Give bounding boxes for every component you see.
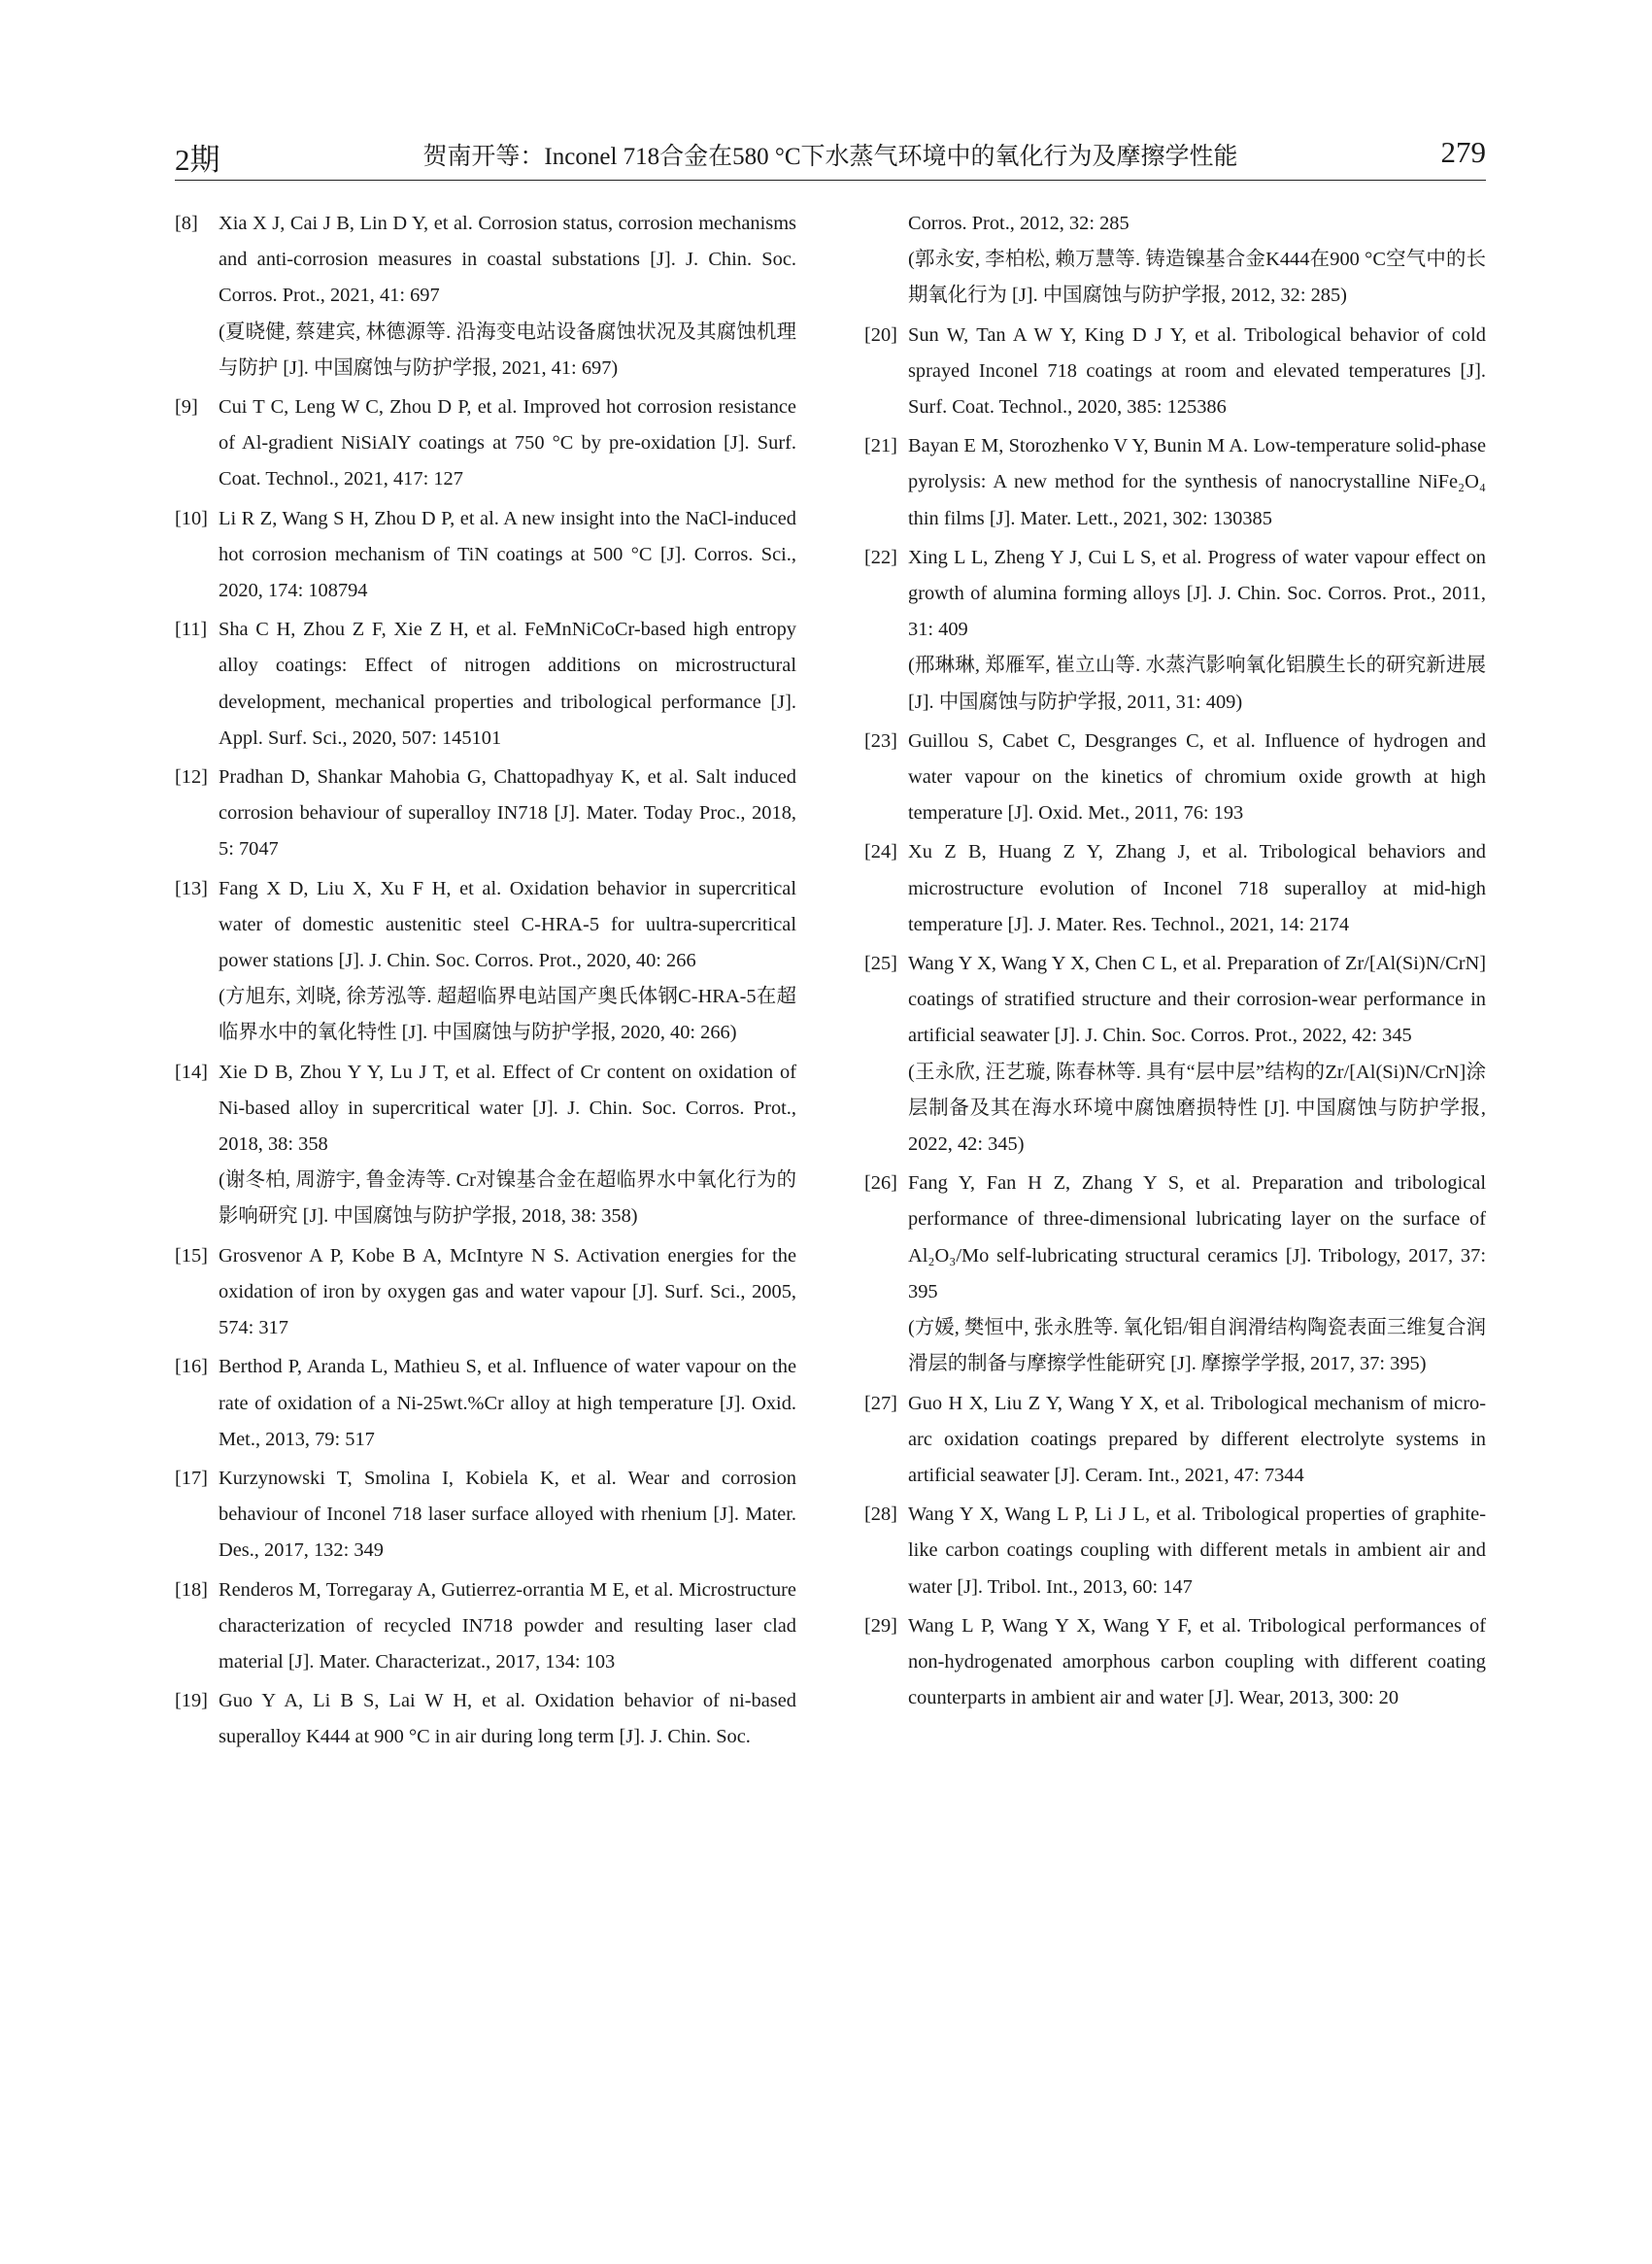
reference-item	[864, 1166, 1486, 1382]
reference-text: Xia X J, Cai J B, Lin D Y, et al. Corrosion status, corrosion mechanisms and anti-corrosion measures in coastal substations [J]. J. Chin. Soc. Corros. Prot., 2021, 41: 697	[219, 213, 796, 307]
reference-chinese-text: (郭永安, 李柏松, 赖万慧等. 铸造镍基合金K444在900 °C空气中的长期氧化行为 [J]. 中国腐蚀与防护学报, 2012, 32: 285)	[908, 249, 1486, 307]
reference-number: [19]	[175, 1690, 208, 1712]
reference-text: Xing L L, Zheng Y J, Cui L S, et al. Progress of water vapour effect on growth of alumina forming alloys [J]. J. Chin. Soc. Corros. Prot., 2011, 31: 409	[908, 546, 1486, 641]
reference-item	[864, 834, 1486, 943]
reference-number: [15]	[175, 1244, 208, 1267]
reference-item	[864, 540, 1486, 721]
reference-number: [10]	[175, 507, 208, 529]
reference-text: Bayan E M, Storozhenko V Y, Bunin M A. Low-temperature solid-phase pyrolysis: A new method for the synthesis of nanocrystalline NiFe₂O₄ thin films [J]. Mater. Lett., 2021, 302: 130385	[908, 435, 1486, 529]
reference-item	[175, 1349, 796, 1458]
reference-number: [8]	[175, 213, 198, 234]
reference-item	[864, 724, 1486, 832]
reference-chinese-text: (夏晓健, 蔡建宾, 林德源等. 沿海变电站设备腐蚀状况及其腐蚀机理与防护 [J]. 中国腐蚀与防护学报, 2021, 41: 697)	[219, 321, 796, 379]
reference-text: Sha C H, Zhou Z F, Xie Z H, et al. FeMnNiCoCr-based high entropy alloy coatings: Effect of nitrogen additions on microstructural development, mechanical properties and tribological performance [J]. Appl. Surf. Sci., 2020, 507: 145101	[219, 619, 796, 749]
reference-item	[175, 389, 796, 498]
reference-item	[864, 1386, 1486, 1495]
reference-text: Li R Z, Wang S H, Zhou D P, et al. A new insight into the NaCl-induced hot corrosion mechanism of TiN coatings at 500 °C [J]. Corros. Sci., 2020, 174: 108794	[219, 507, 796, 602]
reference-item	[175, 1461, 796, 1570]
reference-chinese-text: (谢冬柏, 周游宇, 鲁金涛等. Cr对镍基合金在超临界水中氧化行为的影响研究 [J]. 中国腐蚀与防护学报, 2018, 38: 358)	[219, 1169, 796, 1228]
reference-text: Sun W, Tan A W Y, King D J Y, et al. Tribological behavior of cold sprayed Inconel 718 coatings at room and elevated temperatures [J]. Surf. Coat. Technol., 2020, 385: 125386	[908, 323, 1486, 419]
reference-text: Guillou S, Cabet C, Desgranges C, et al. Influence of hydrogen and water vapour on the kinetics of chromium oxide growth at high temperature [J]. Oxid. Met., 2011, 76: 193	[908, 729, 1486, 825]
reference-chinese-text: (方媛, 樊恒中, 张永胜等. 氧化铝/钼自润滑结构陶瓷表面三维复合润滑层的制备与摩擦学性能研究 [J]. 摩擦学学报, 2017, 37: 395)	[908, 1317, 1486, 1375]
reference-number: [16]	[175, 1356, 208, 1378]
reference-item	[864, 206, 1486, 315]
reference-number: [24]	[864, 841, 897, 863]
reference-item	[175, 501, 796, 610]
reference-number: [17]	[175, 1467, 208, 1489]
reference-number: [13]	[175, 877, 208, 899]
page-number: 279	[1440, 135, 1486, 169]
reference-text: Xie D B, Zhou Y Y, Lu J T, et al. Effect of Cr content on oxidation of Ni-based alloy in supercritical water [J]. J. Chin. Soc. Corros. Prot., 2018, 38: 358	[219, 1061, 796, 1156]
reference-number: [23]	[864, 729, 897, 752]
reference-item	[864, 318, 1486, 426]
reference-text: Xu Z B, Huang Z Y, Zhang J, et al. Tribological behaviors and microstructure evolution of Inconel 718 superalloy at mid-high temperature [J]. J. Mater. Res. Technol., 2021, 14: 2174	[908, 841, 1486, 935]
reference-number: [28]	[864, 1504, 897, 1526]
reference-item	[175, 871, 796, 1052]
reference-text: Cui T C, Leng W C, Zhou D P, et al. Improved hot corrosion resistance of Al-gradient NiSiAlY coatings at 750 °C by pre-oxidation [J]. Surf. Coat. Technol., 2021, 417: 127	[219, 396, 796, 490]
reference-number: [29]	[864, 1614, 897, 1637]
running-header	[175, 131, 1486, 181]
reference-item	[175, 1055, 796, 1235]
reference-number: [26]	[864, 1172, 897, 1195]
reference-item	[864, 946, 1486, 1163]
reference-text: Wang Y X, Wang L P, Li J L, et al. Tribological properties of graphite-like carbon coatings coupling with different metals in ambient air and water [J]. Tribol. Int., 2013, 60: 147	[908, 1504, 1486, 1598]
reference-item	[175, 612, 796, 757]
reference-item	[175, 1238, 796, 1347]
reference-text: Kurzynowski T, Smolina I, Kobiela K, et al. Wear and corrosion behaviour of Inconel 718 laser surface alloyed with rhenium [J]. Mater. Des., 2017, 132: 349	[219, 1467, 796, 1562]
reference-chinese-text: (邢琳琳, 郑雁军, 崔立山等. 水蒸汽影响氧化铝膜生长的研究新进展 [J]. 中国腐蚀与防护学报, 2011, 31: 409)	[908, 655, 1486, 713]
reference-chinese-text: (王永欣, 汪艺璇, 陈春林等. 具有“层中层”结构的Zr/[Al(Si)N/CrN]涂层制备及其在海水环境中腐蚀磨损特性 [J]. 中国腐蚀与防护学报, 2022, 42: 345)	[908, 1061, 1486, 1156]
reference-number: [12]	[175, 766, 208, 789]
reference-item	[175, 760, 796, 868]
reference-item	[864, 1608, 1486, 1717]
issue-number: 2期	[175, 143, 220, 177]
reference-text: Berthod P, Aranda L, Mathieu S, et al. Influence of water vapour on the rate of oxidation of a Ni-25wt.%Cr alloy at high temperature [J]. Oxid. Met., 2013, 79: 517	[219, 1356, 796, 1450]
reference-number: [22]	[864, 546, 897, 568]
right-column	[864, 206, 1486, 1719]
reference-text: Fang Y, Fan H Z, Zhang Y S, et al. Preparation and tribological performance of three-dimensional lubricating layer on the surface of Al₂O₃/Mo self-lubricating structural ceramics [J]. Tribology, 2017, 37: 395	[908, 1172, 1486, 1302]
reference-number: [14]	[175, 1061, 208, 1083]
reference-chinese-text: (方旭东, 刘晓, 徐芳泓等. 超超临界电站国产奥氏体钢C-HRA-5在超临界水中的氧化特性 [J]. 中国腐蚀与防护学报, 2020, 40: 266)	[219, 986, 796, 1044]
reference-number: [25]	[864, 953, 897, 975]
reference-text: Guo H X, Liu Z Y, Wang Y X, et al. Tribological mechanism of micro-arc oxidation coatings prepared by different electrolyte systems in artificial seawater [J]. Ceram. Int., 2021, 47: 7344	[908, 1392, 1486, 1486]
reference-text: Pradhan D, Shankar Mahobia G, Chattopadhyay K, et al. Salt induced corrosion behaviour of superalloy IN718 [J]. Mater. Today Proc., 2018, 5: 7047	[219, 766, 796, 861]
reference-number: [18]	[175, 1578, 208, 1601]
reference-text: Guo Y A, Li B S, Lai W H, et al. Oxidation behavior of ni-based superalloy K444 at 900 °C in air during long term [J]. J. Chin. Soc.	[219, 1690, 796, 1748]
running-title: 贺南开等：Inconel 718合金在580 °C下水蒸气环境中的氧化行为及摩擦学性能	[422, 144, 1238, 170]
reference-number: [21]	[864, 435, 897, 457]
reference-item	[864, 1497, 1486, 1605]
reference-text: Wang L P, Wang Y X, Wang Y F, et al. Tribological performances of non-hydrogenated amorphous carbon coupling with different coating counterparts in ambient air and water [J]. Wear, 2013, 300: 20	[908, 1614, 1486, 1709]
reference-item	[175, 1683, 796, 1755]
reference-number: [27]	[864, 1392, 897, 1414]
reference-text: Renderos M, Torregaray A, Gutierrez-orrantia M E, et al. Microstructure characterization of recycled IN718 powder and resulting laser clad material [J]. Mater. Characterizat., 2017, 134: 103	[219, 1578, 796, 1673]
reference-number: [20]	[864, 323, 897, 346]
reference-text: Wang Y X, Wang Y X, Chen C L, et al. Preparation of Zr/[Al(Si)N/CrN] coatings of stratified structure and their corrosion-wear performance in artificial seawater [J]. J. Chin. Soc. Corros. Prot., 2022, 42: 345	[908, 953, 1486, 1047]
reference-text: Corros. Prot., 2012, 32: 285	[908, 213, 1129, 234]
reference-item	[175, 1572, 796, 1681]
reference-text: Fang X D, Liu X, Xu F H, et al. Oxidation behavior in supercritical water of domestic austenitic steel C-HRA-5 for uultra-supercritical power stations [J]. J. Chin. Soc. Corros. Prot., 2020, 40: 266	[219, 877, 796, 972]
reference-number: [11]	[175, 619, 208, 641]
left-column	[175, 206, 796, 1759]
reference-number: [9]	[175, 396, 198, 419]
reference-text: Grosvenor A P, Kobe B A, McIntyre N S. Activation energies for the oxidation of iron by oxygen gas and water vapour [J]. Surf. Sci., 2005, 574: 317	[219, 1244, 796, 1339]
reference-item	[864, 428, 1486, 537]
reference-item	[175, 206, 796, 387]
